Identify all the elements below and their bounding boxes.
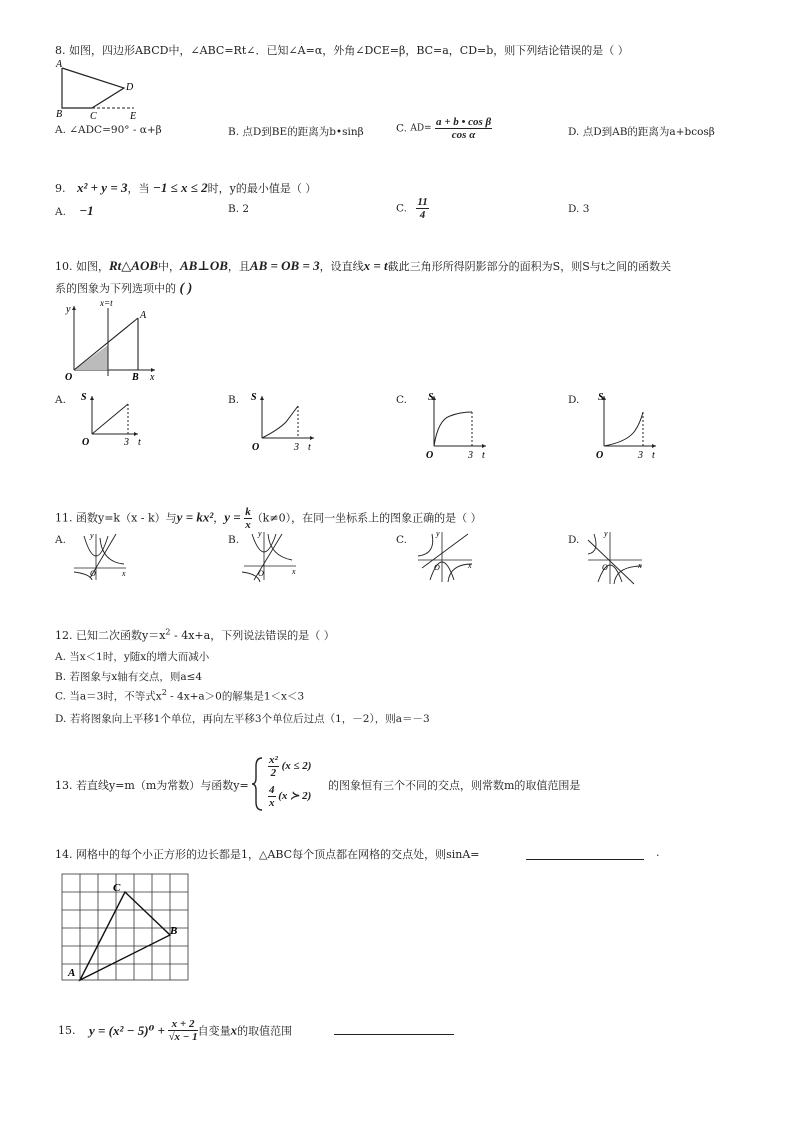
- q15-answer-blank[interactable]: [334, 1020, 454, 1035]
- q10-a-3: 3: [124, 437, 129, 448]
- q13-tail: 的图象恒有三个不同的交点，则常数m的取值范围是: [328, 779, 581, 792]
- q8-option-d[interactable]: D. 点D到AB的距离为a+bcosβ: [568, 126, 715, 138]
- q12-option-c[interactable]: [55, 688, 304, 704]
- q13-c2-num: 4: [269, 784, 275, 796]
- q10-b-t: t: [308, 442, 311, 453]
- q14-label-a: A: [68, 967, 76, 979]
- q12-c-a: C. 当a＝3时，不等式x: [55, 690, 162, 703]
- q9-option-a-value: −1: [79, 203, 94, 218]
- q8-option-c-numerator: a + b • cos β: [435, 116, 492, 128]
- q11-b-o: O: [258, 569, 264, 578]
- q8-option-c-label: C.: [396, 122, 407, 135]
- q9-option-c-denominator: 4: [419, 209, 426, 221]
- q12-option-d[interactable]: D. 若将图象向上平移1个单位，再向左平移3个单位后过点（1，－2），则a＝－3: [55, 713, 430, 725]
- q9-option-c[interactable]: [396, 196, 429, 221]
- q12-stem-a: 12. 已知二次函数y＝x: [55, 629, 166, 642]
- q13-c1-num: x²: [269, 754, 278, 766]
- q10-text-4: ，设直线: [319, 260, 364, 273]
- q11-option-c-graph: [414, 530, 476, 584]
- q10-d-3: 3: [638, 450, 643, 461]
- q13-pre: 13. 若直线y=m（m为常数）与函数y=: [55, 779, 249, 792]
- q11-option-a-graph: [70, 532, 130, 582]
- q9-option-b[interactable]: B. 2: [228, 203, 250, 215]
- q10-a-s: S: [81, 392, 87, 403]
- q12-stem-sup: 2: [165, 627, 171, 637]
- q14-grid-figure: [58, 872, 192, 984]
- q11-option-b-label[interactable]: B.: [228, 534, 240, 546]
- q13-c1-cond: (x ≤ 2): [281, 760, 312, 773]
- q8-label-a: A: [56, 59, 63, 70]
- q11-text-3: （k≠0），在同一坐标系上的图象正确的是（ ）: [251, 511, 482, 525]
- q10-c-t: t: [482, 450, 485, 461]
- q8-option-a[interactable]: A. ∠ADC=90° - α+β: [55, 124, 162, 136]
- q11-text-1: 11. 函数y=k（x - k）与: [55, 511, 177, 525]
- q8-option-c[interactable]: [396, 116, 492, 141]
- q10-text-line2: 系的图象为下列选项中的: [55, 282, 176, 295]
- q10-d-s: S: [598, 392, 604, 403]
- q10-a-o: O: [82, 437, 90, 448]
- q11-option-b-graph: [240, 530, 300, 582]
- q14-end: .: [656, 846, 660, 859]
- q10-d-t: t: [652, 450, 655, 461]
- q13-brace: [252, 756, 264, 812]
- q11-a-x: x: [122, 569, 126, 578]
- q12-option-a[interactable]: A. 当x＜1时，y随x的增大而减小: [55, 651, 210, 663]
- q10-fig-y: y: [66, 304, 71, 315]
- q10-c-s: S: [428, 392, 434, 403]
- q13-case2: [268, 784, 311, 809]
- q14-answer-blank[interactable]: [526, 846, 644, 860]
- q9-option-d[interactable]: D. 3: [568, 203, 590, 215]
- q10-text-5: 截此三角形所得阴影部分的面积为S，则S与t之间的函数关: [387, 260, 672, 273]
- q12-c-sup: 2: [161, 688, 167, 697]
- q10-b-o: O: [252, 442, 260, 453]
- q15-math-1: y = (x² − 5)⁰ +: [89, 1022, 165, 1038]
- q9-option-a[interactable]: [55, 203, 94, 219]
- q9-mid: ，当: [127, 182, 150, 195]
- q12-stem-b: - 4x+a，下列说法错误的是（ ）: [170, 629, 335, 642]
- q11-c-y: y: [436, 529, 440, 538]
- q15-frac-num: x + 2: [168, 1018, 197, 1031]
- q11-d-x: x: [638, 561, 642, 570]
- q15-tail: 自变量: [197, 1024, 231, 1038]
- q10-c-3: 3: [468, 450, 473, 461]
- q10-c-o: O: [426, 450, 434, 461]
- q8-option-c-denominator: cos α: [451, 129, 476, 141]
- q11-c-o: O: [434, 563, 440, 572]
- q8-label-d: D: [126, 82, 134, 93]
- q10-math-3: AB = OB = 3: [249, 258, 320, 273]
- q10-text-3: ，且: [227, 260, 250, 273]
- q13-case1: [268, 754, 311, 779]
- q10-answer-paren: ( ): [179, 281, 193, 296]
- q13-c2-cond: (x ≻ 2): [278, 790, 312, 803]
- q10-math-2: AB⊥OB: [180, 258, 228, 273]
- q13-c2-den: x: [269, 797, 275, 809]
- q13-c1-den: 2: [270, 767, 277, 779]
- q10-fig-a: A: [140, 310, 147, 321]
- q15-xvar: x: [230, 1022, 238, 1038]
- q11-math-1: y = kx²: [176, 509, 214, 525]
- q11-math-2-pre: y =: [224, 509, 241, 525]
- q10-option-a-graph: [78, 390, 148, 448]
- q10-a-t: t: [138, 437, 141, 448]
- q10-b-3: 3: [294, 442, 299, 453]
- q11-text-2: ，: [213, 511, 225, 525]
- q8-label-e: E: [130, 111, 137, 122]
- q8-option-c-ad: AD=: [410, 123, 432, 134]
- q8-label-c: C: [90, 111, 97, 122]
- q8-quadrilateral-figure: [52, 58, 152, 120]
- q12-c-b: - 4x+a＞0的解集是1＜x＜3: [166, 690, 305, 703]
- q8-label-b: B: [56, 109, 63, 120]
- q9-option-a-label: A.: [55, 206, 66, 218]
- q11-c-x: x: [468, 561, 472, 570]
- q10-b-s: S: [251, 392, 257, 403]
- q11-stem: [55, 506, 482, 531]
- q9-stem: [55, 180, 316, 196]
- q10-option-b-graph: [248, 390, 323, 452]
- q10-fig-x: x: [150, 372, 155, 383]
- q10-option-d-graph: [590, 390, 665, 460]
- q15-tail2: 的取值范围: [237, 1024, 293, 1038]
- q9-number: 9.: [55, 182, 66, 195]
- q10-text-1: 10. 如图，: [55, 260, 109, 273]
- q10-option-c-label[interactable]: C.: [396, 394, 407, 406]
- q11-b-x: x: [292, 567, 296, 576]
- q11-frac-den: x: [245, 519, 251, 531]
- q11-a-o: O: [90, 569, 96, 578]
- q10-option-d-label[interactable]: D.: [568, 394, 580, 406]
- q10-option-c-graph: [420, 390, 495, 460]
- q10-text-2: 中，: [158, 260, 181, 273]
- q15-stem: [58, 1018, 292, 1043]
- q11-frac-num: k: [245, 506, 251, 518]
- q11-option-d-graph: [584, 530, 646, 586]
- q9-equation: x² + y = 3: [77, 180, 128, 195]
- q9-range: −1 ≤ x ≤ 2: [152, 180, 208, 195]
- q11-option-d-label[interactable]: D.: [568, 534, 580, 546]
- q12-option-b[interactable]: B. 若图象与x轴有交点，则a≤4: [55, 671, 203, 683]
- q15-number: 15.: [58, 1024, 76, 1037]
- q9-tail: 时，y的最小值是（ ）: [207, 182, 317, 195]
- q8-option-b[interactable]: B. 点D到BE的距离为b•sinβ: [228, 126, 364, 138]
- q10-stem-line2: [55, 280, 192, 297]
- q9-option-c-numerator: 11: [417, 196, 428, 208]
- q9-option-c-label: C.: [396, 202, 407, 215]
- q14-stem: 14. 网格中的每个小正方形的边长都是1，△ABC每个顶点都在网格的交点处，则sinA=: [55, 848, 480, 861]
- q11-option-c-label[interactable]: C.: [396, 534, 407, 546]
- q11-d-o: O: [602, 563, 608, 572]
- q12-stem: [55, 627, 335, 643]
- q15-frac-den: √x − 1: [168, 1031, 198, 1043]
- q10-math-4: x = t: [363, 258, 388, 273]
- q10-option-b-label[interactable]: B.: [228, 394, 240, 406]
- q14-label-c: C: [113, 882, 121, 894]
- q8-stem: 8. 如图，四边形ABCD中，∠ABC=Rt∠．已知∠A=α，外角∠DCE=β，BC=a，CD=b，则下列结论错误的是（ ）: [55, 44, 629, 57]
- q10-fig-o: O: [65, 372, 73, 383]
- q10-math-1: Rt△AOB: [109, 258, 159, 273]
- q10-d-o: O: [596, 450, 604, 461]
- q10-triangle-figure: [60, 300, 160, 382]
- q11-option-a-label[interactable]: A.: [55, 534, 66, 546]
- q10-stem-line1: [55, 258, 671, 274]
- q10-fig-b: B: [132, 372, 139, 383]
- q11-b-y: y: [258, 529, 262, 538]
- q10-fig-xt: x=t: [100, 298, 113, 308]
- q11-a-y: y: [90, 531, 94, 540]
- q14-label-b: B: [170, 925, 178, 937]
- q10-option-a-label[interactable]: A.: [55, 394, 66, 406]
- q11-d-y: y: [604, 529, 608, 538]
